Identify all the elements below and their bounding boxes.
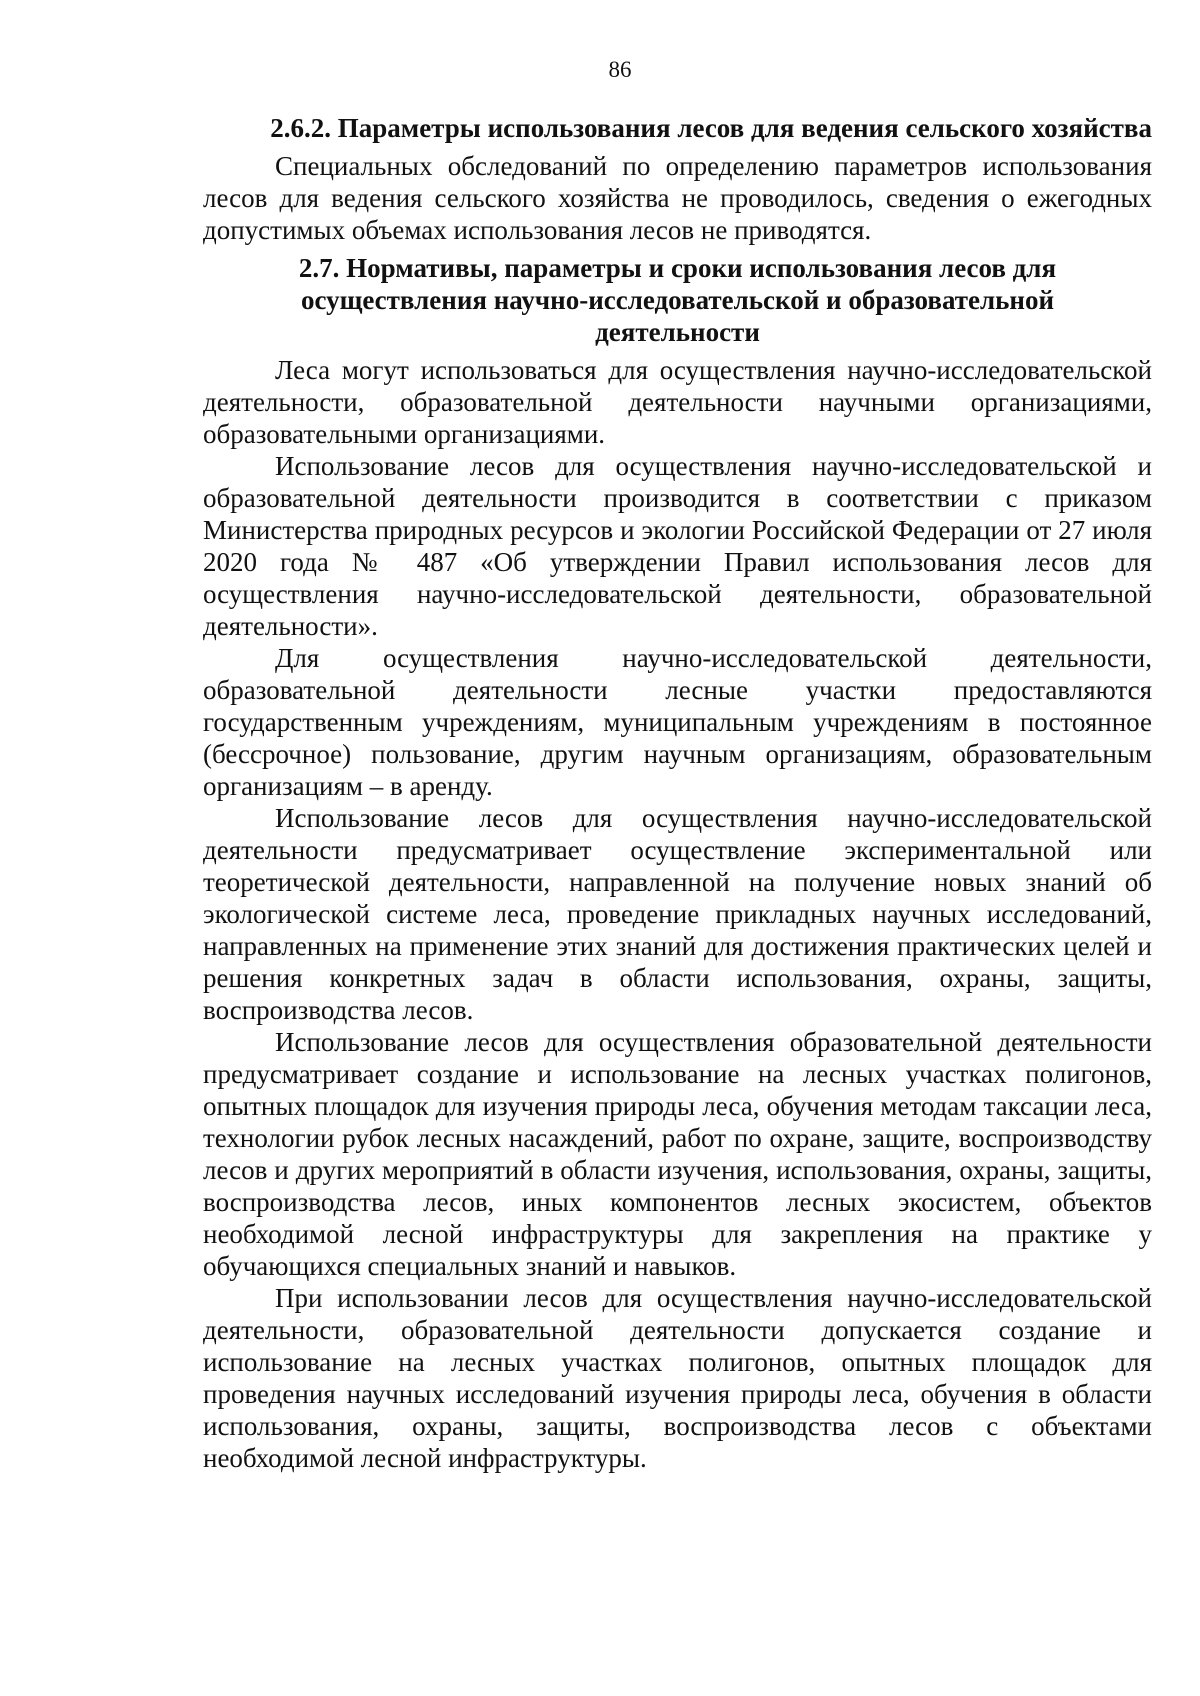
- paragraph: При использовании лесов для осуществления научно-исследовательской деятельности, образовательной деятельности допускается создание и использование на лесных участках полигонов, опытных площадок для проведения научных исследований изучения природы леса, обучения в области использования, охраны, защиты, воспроизводства лесов с объектами необходимой лесной инфраструктуры.: [203, 1283, 1152, 1473]
- paragraph: Использование лесов для осуществления научно-исследовательской и образовательной деятельности производится в соответствии с приказом Министерства природных ресурсов и экологии Российской Федерации от 27 июля 2020 года № 487 «Об утверждении Правил использования лесов для осуществления научно-исследовательской деятельности, образовательной деятельности».: [203, 451, 1152, 641]
- page-content: [203, 112, 1152, 1474]
- paragraph: Леса могут использоваться для осуществления научно-исследовательской деятельности, образовательной деятельности научными организациями, образовательными организациями.: [203, 355, 1152, 449]
- paragraph: Использование лесов для осуществления научно-исследовательской деятельности предусматривает осуществление экспериментальной или теоретической деятельности, направленной на получение новых знаний об экологической системе леса, проведение прикладных научных исследований, направленных на применение этих знаний для достижения практических целей и решения конкретных задач в области использования, охраны, защиты, воспроизводства лесов.: [203, 803, 1152, 1025]
- section-heading-2-7: 2.7. Нормативы, параметры и сроки использования лесов для осуществления научно-исследовательской и образовательной деятельности: [298, 253, 1057, 347]
- paragraph: Для осуществления научно-исследовательской деятельности, образовательной деятельности лесные участки предоставляются государственным учреждениям, муниципальным учреждениям в постоянное (бессрочное) пользование, другим научным организациям, образовательным организациям – в аренду.: [203, 643, 1152, 801]
- paragraph: Использование лесов для осуществления образовательной деятельности предусматривает создание и использование на лесных участках полигонов, опытных площадок для изучения природы леса, обучения методам таксации леса, технологии рубок лесных насаждений, работ по охране, защите, воспроизводству лесов и других мероприятий в области изучения, использования, охраны, защиты, воспроизводства лесов, иных компонентов лесных экосистем, объектов необходимой лесной инфраструктуры для закрепления на практике у обучающихся специальных знаний и навыков.: [203, 1027, 1152, 1281]
- section-heading-2-6-2: 2.6.2. Параметры использования лесов для ведения сельского хозяйства: [270, 113, 1152, 143]
- paragraph: Специальных обследований по определению параметров использования лесов для ведения сельского хозяйства не проводилось, сведения о ежегодных допустимых объемах использования лесов не приводятся.: [203, 151, 1152, 245]
- page-number: 86: [608, 57, 632, 82]
